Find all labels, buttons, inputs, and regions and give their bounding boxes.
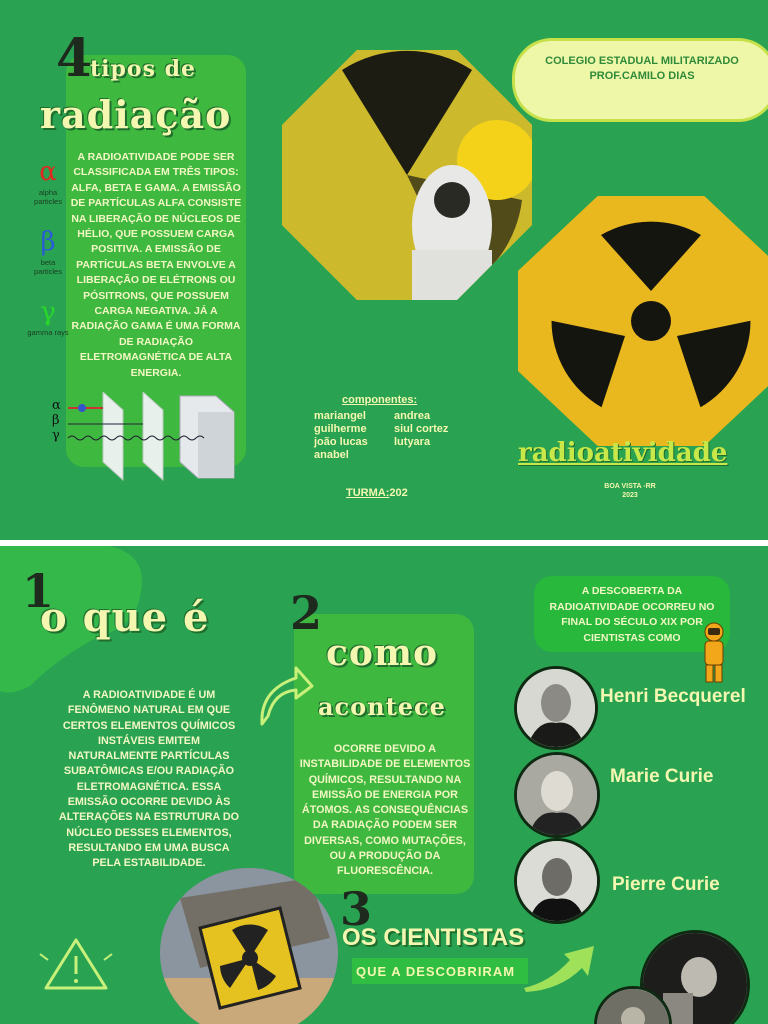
hazmat-photo	[282, 50, 532, 300]
scientist-name: Pierre Curie	[612, 874, 720, 895]
year: 2023	[622, 492, 638, 499]
radiation-symbol-image	[518, 196, 768, 446]
symbol-item	[24, 298, 72, 368]
symbol-glyph: α	[39, 157, 57, 187]
page-title: radiação	[40, 92, 232, 137]
section3-number: 3	[340, 882, 373, 936]
arrow-icon	[520, 926, 600, 994]
radiation-sign-photo	[160, 868, 338, 1024]
symbol-glyph: γ	[40, 297, 56, 327]
becquerel-photo	[514, 666, 598, 750]
diagram-label-beta: β	[52, 413, 60, 428]
warning-icon	[36, 934, 116, 994]
section3-title: OS CIENTISTAS	[342, 924, 525, 951]
section2-title-top: como	[326, 632, 439, 674]
place: BOA VISTA -RR	[604, 483, 656, 490]
title-number: 4	[56, 28, 93, 89]
scientist-name: Henri Becquerel	[600, 686, 746, 707]
symbol-label: alpha particles	[34, 188, 62, 206]
radiation-description: A RADIOATIVIDADE PODE SER CLASSIFICADA EM TRÊS TIPOS: ALFA, BETA E GAMA. A EMISSÃO DE PARTÍCULAS ALFA CONSISTE NA LIBERAÇÃO DE NÚCLEOS DE HÉLIO, QUE POSSUEM CARGA POSITIVA. A EMISSÃO DE PARTÍCULAS BETA ENVOLVE A LIBERAÇÃO DE ELÉTRONS OU PÓSITRONS, QUE POSSUEM CARGA NEGATIVA. JÁ A RADIAÇÃO GAMA É UMA FORMA DE RADIAÇÃO ELETROMAGNÉTICA DE ALTA ENERGIA.	[70, 151, 242, 379]
pierre-curie-photo	[514, 838, 600, 924]
symbol-item	[24, 228, 72, 298]
scientist-name: Marie Curie	[610, 766, 714, 787]
class-label: TURMA:	[346, 487, 390, 499]
symbol-item	[24, 158, 72, 228]
school-name: COLEGIO ESTADUAL MILITARIZADO	[545, 55, 739, 67]
school-teacher: PROF.CAMILO DIAS	[589, 70, 695, 82]
section3-subtitle: QUE A DESCOBRIRAM	[356, 964, 516, 979]
poster-what-is-radioactivity	[0, 546, 768, 1024]
symbol-glyph: β	[40, 227, 56, 257]
section2-title-bottom: acontece	[318, 692, 446, 721]
section2-number: 2	[290, 586, 323, 640]
member: anabel	[314, 449, 349, 461]
member: siul cortez	[394, 423, 449, 435]
member: lutyara	[394, 436, 431, 448]
symbol-legend	[24, 158, 72, 368]
member: andrea	[394, 410, 431, 422]
discovery-text: A DESCOBERTA DA RADIOATIVIDADE OCORREU NO FINAL DO SÉCULO XIX POR CIENTISTAS COMO	[549, 585, 715, 644]
section1-text: A RADIOATIVIDADE É UM FENÔMENO NATURAL EM QUE CERTOS ELEMENTOS QUÍMICOS INSTÁVEIS EMITEM NATURALMENTE PARTÍCULAS SUBATÔMICAS E/OU RADIAÇÃO ELETROMAGNÉTICA. ESSA EMISSÃO OCORRE DEVIDO ÀS ALTERAÇÕES NA ESTRUTURA DO NÚCLEO DESSES ELEMENTOS, RESULTANDO EM UMA BUSCA PELA ESTABILIDADE.	[58, 689, 240, 870]
diagram-label-alpha: α	[52, 398, 61, 413]
class-info	[346, 487, 408, 499]
penetration-diagram	[48, 392, 248, 482]
diagram-label-gamma: γ	[52, 428, 60, 443]
symbol-label: gamma rays	[27, 328, 69, 337]
title-top: tipos de	[90, 56, 197, 82]
member: joão lucas	[314, 436, 368, 448]
section2-text: OCORRE DEVIDO A INSTABILIDADE DE ELEMENTOS QUÍMICOS, RESULTANDO NA EMISSÃO DE ENERGIA POR ÁTOMOS. AS CONSEQUÊNCIAS DA RADIAÇÃO PODEM SER DIVERSAS, COMO MUTAÇÕES, OU A PRODUÇÃO DA FLUORESCÊNCIA.	[299, 743, 471, 878]
member: guilherme	[314, 423, 367, 435]
member: mariangel	[314, 410, 366, 422]
section1-title: o que é	[40, 594, 210, 641]
hazmat-suit-icon	[698, 620, 730, 686]
class-value: 202	[389, 487, 408, 499]
marie-curie-photo	[514, 752, 600, 838]
symbol-label: beta particles	[34, 258, 62, 276]
members-list	[314, 410, 464, 461]
section1-number: 1	[22, 564, 55, 618]
curved-arrow-icon	[256, 664, 316, 728]
subject-title: radioatividade	[518, 438, 728, 468]
components-label: componentes:	[342, 394, 418, 406]
